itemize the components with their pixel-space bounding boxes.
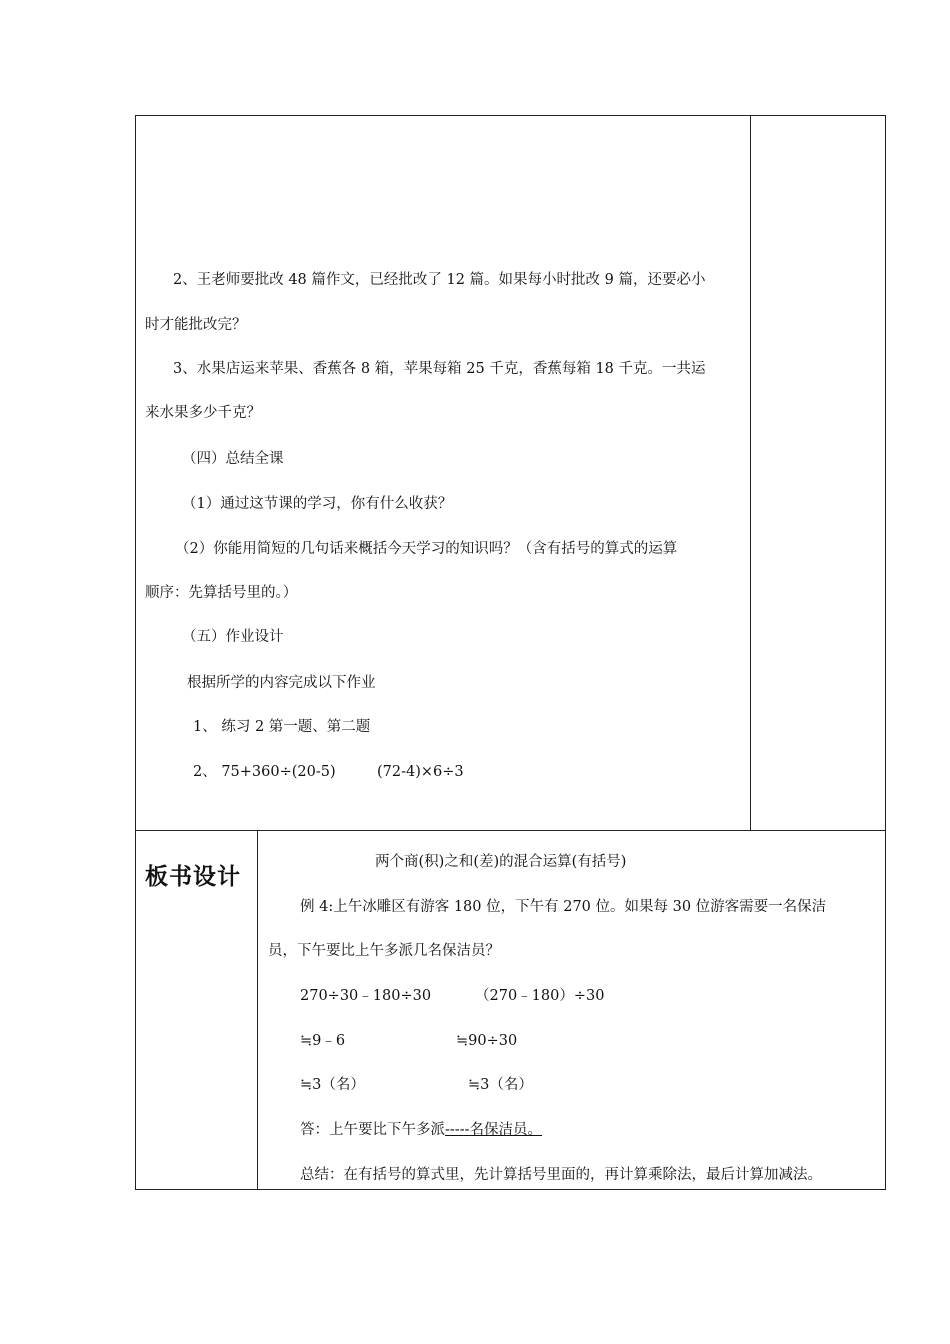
answer-line — [300, 1120, 542, 1140]
homework-intro: 根据所学的内容完成以下作业 — [187, 675, 376, 691]
homework-heading: （五）作业设计 — [182, 629, 284, 645]
column-divider-lower — [257, 830, 258, 1190]
summary-heading: （四）总结全课 — [182, 451, 284, 467]
board-design-label: 板书设计 — [145, 864, 241, 890]
calc-left-2: ≒9﹣6 — [300, 1033, 346, 1049]
question-3-line1: 3、水果店运来苹果、香蕉各 8 箱，苹果每箱 25 千克，香蕉每箱 18 千克。一共运 — [173, 361, 706, 377]
homework-item-1: 1、 练习 2 第一题、第二题 — [193, 719, 371, 735]
calc-left-1: 270÷30﹣180÷30 — [300, 988, 432, 1004]
column-divider-upper — [750, 115, 751, 830]
board-title: 两个商(积)之和(差)的混合运算(有括号) — [375, 854, 627, 870]
calc-left-3: ≒3（名） — [300, 1077, 365, 1093]
question-2-line1: 2、王老师要批改 48 篇作文，已经批改了 12 篇。如果每小时批改 9 篇，还要必小 — [173, 272, 706, 288]
conclusion-line: 总结：在有括号的算式里，先计算括号里面的，再计算乘除法，最后计算加减法。 — [300, 1167, 822, 1183]
calc-right-3: ≒3（名） — [468, 1077, 533, 1093]
summary-question-2-line1: （2）你能用简短的几句话来概括今天学习的知识吗？（含有括号的算式的运算 — [175, 541, 678, 557]
example-line1: 例 4:上午冰雕区有游客 180 位，下午有 270 位。如果每 30 位游客需要一名保洁 — [300, 899, 827, 915]
answer-underlined: -----名保洁员。 — [445, 1122, 542, 1138]
example-line2: 员，下午要比上午多派几名保洁员？ — [268, 943, 500, 959]
question-2-line2: 时才能批改完？ — [145, 317, 247, 333]
question-3-line2: 来水果多少千克？ — [145, 405, 261, 421]
answer-prefix: 答：上午要比下午多派 — [300, 1122, 445, 1138]
homework-item-2b: (72-4)×6÷3 — [377, 764, 464, 780]
summary-question-2-line2: 顺序：先算括号里的。） — [145, 585, 298, 601]
calc-right-1: （270﹣180）÷30 — [475, 988, 605, 1004]
homework-item-2a: 2、 75+360÷(20-5) — [193, 764, 336, 780]
summary-question-1: （1）通过这节课的学习，你有什么收获？ — [182, 496, 453, 512]
calc-right-2: ≒90÷30 — [456, 1033, 518, 1049]
